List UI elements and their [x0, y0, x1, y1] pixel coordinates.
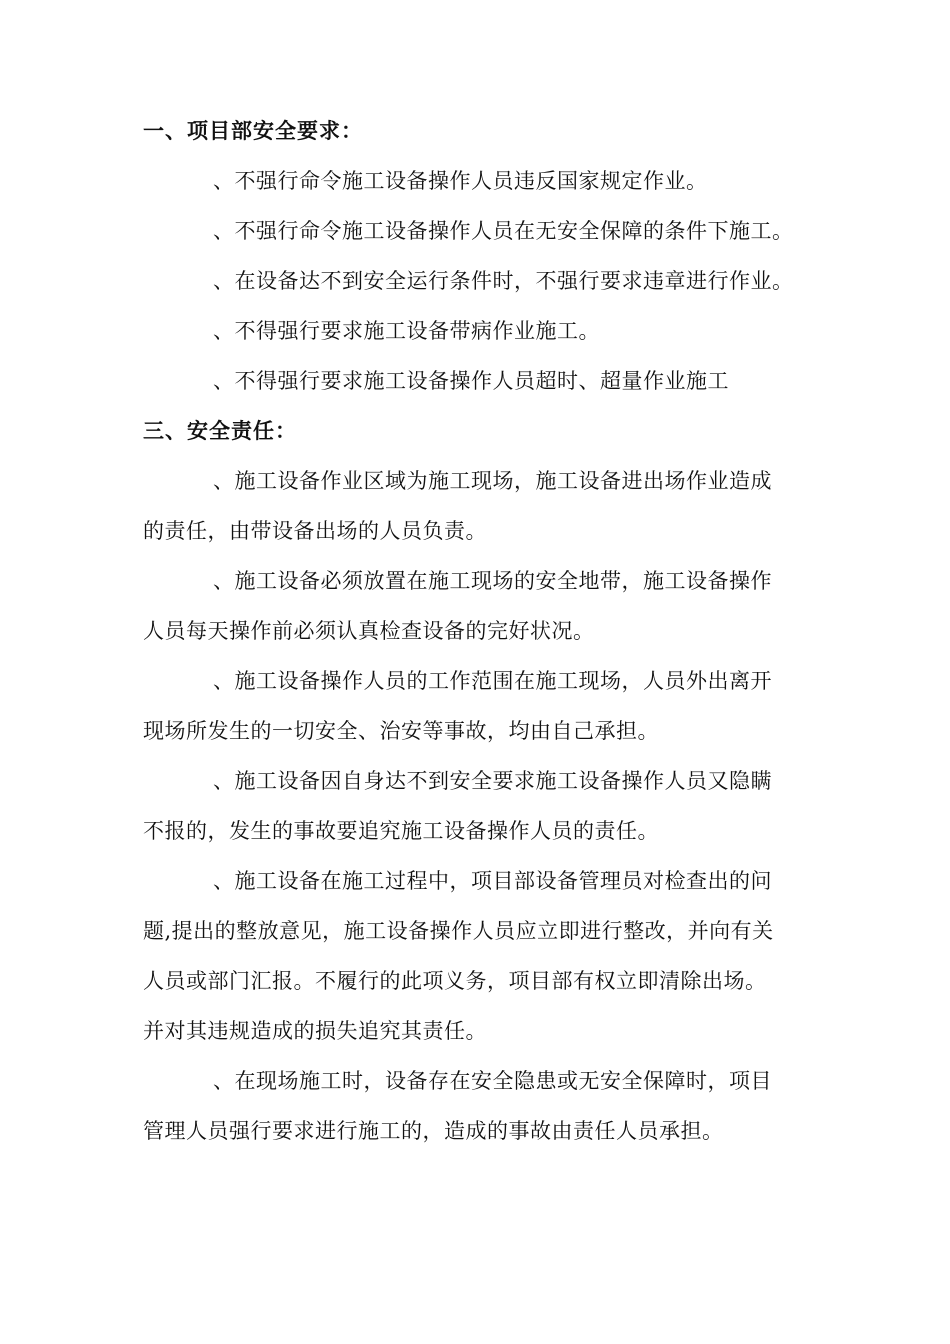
paragraph	[143, 1056, 811, 1156]
paragraph	[143, 456, 811, 556]
list-item: 、不得强行要求施工设备带病作业施工。	[213, 319, 600, 343]
paragraph-line: 的责任，由带设备出场的人员负责。	[143, 519, 487, 543]
paragraph-line: 管理人员强行要求进行施工的，造成的事故由责任人员承担。	[143, 1119, 724, 1143]
list-item: 、不强行命令施工设备操作人员违反国家规定作业。	[213, 169, 708, 193]
paragraph	[143, 856, 811, 1056]
paragraph-line: 并对其违规造成的损失追究其责任。	[143, 1019, 487, 1043]
paragraph	[143, 556, 811, 656]
paragraph	[143, 656, 811, 756]
paragraph-line: 、施工设备操作人员的工作范围在施工现场，人员外出离开	[213, 669, 772, 693]
paragraph-line: 、施工设备因自身达不到安全要求施工设备操作人员又隐瞒	[213, 769, 772, 793]
list-item: 、不强行命令施工设备操作人员在无安全保障的条件下施工。	[213, 219, 794, 243]
section-heading-safety-requirements: 一、项目部安全要求：	[143, 118, 363, 143]
paragraph-line: 人员或部门汇报。不履行的此项义务，项目部有权立即清除出场。	[143, 969, 767, 993]
paragraph-line: 题,提出的整放意见，施工设备操作人员应立即进行整改，并向有关	[143, 919, 774, 943]
list-item: 、在设备达不到安全运行条件时，不强行要求违章进行作业。	[213, 269, 794, 293]
paragraph-line: 、施工设备在施工过程中，项目部设备管理员对检查出的问	[213, 869, 772, 893]
paragraph-line: 、施工设备必须放置在施工现场的安全地带，施工设备操作	[213, 569, 772, 593]
paragraph-line: 人员每天操作前必须认真检查设备的完好状况。	[143, 619, 595, 643]
section-heading-safety-responsibility: 三、安全责任：	[143, 418, 297, 443]
list-item: 、不得强行要求施工设备操作人员超时、超量作业施工	[213, 369, 729, 393]
paragraph-line: 不报的，发生的事故要追究施工设备操作人员的责任。	[143, 819, 659, 843]
paragraph	[143, 756, 811, 856]
document-body	[143, 106, 811, 1156]
paragraph-line: 、在现场施工时，设备存在安全隐患或无安全保障时，项目	[213, 1069, 772, 1093]
paragraph-line: 、施工设备作业区域为施工现场，施工设备进出场作业造成	[213, 469, 772, 493]
paragraph-line: 现场所发生的一切安全、治安等事故，均由自己承担。	[143, 719, 659, 743]
